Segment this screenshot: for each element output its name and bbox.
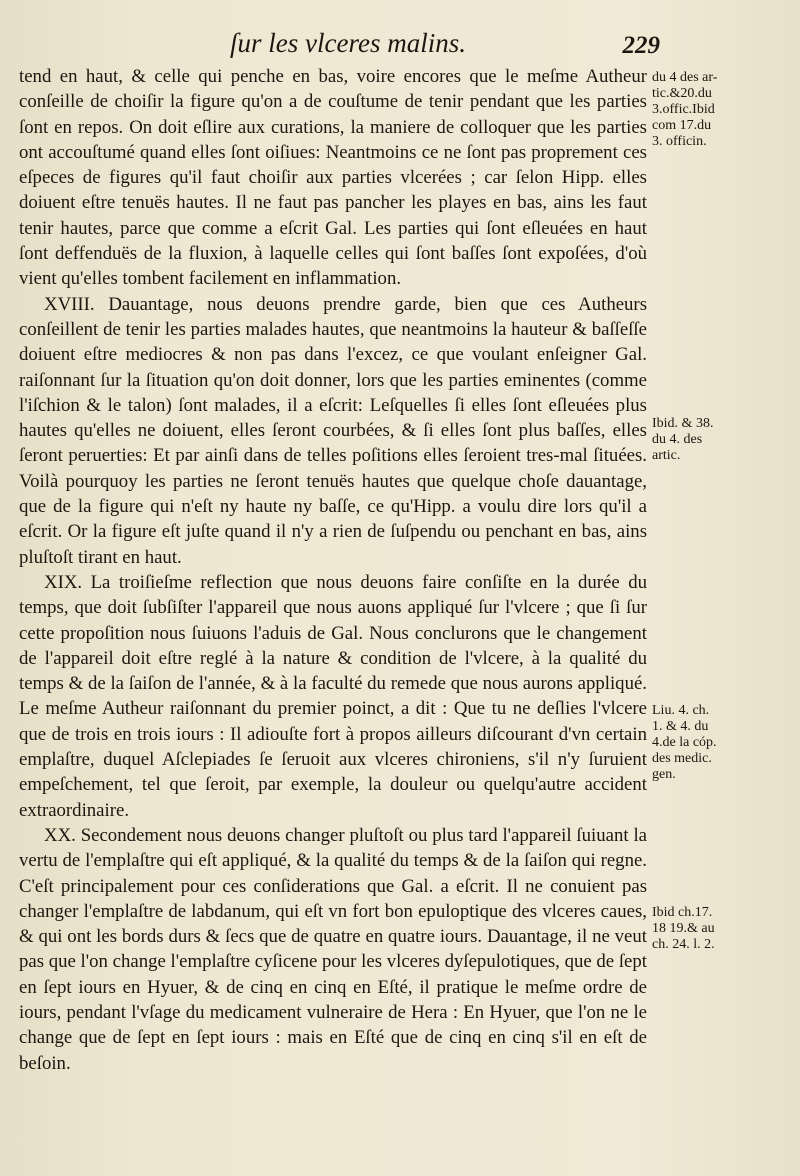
margin-note-line: du 4 des ar- <box>652 70 718 85</box>
paragraph-xix: XIX. La troiſieſme reflection que nous deuons faire conſiſte en la durée du temps, que doit ſubſiſter l'appareil que nous auons appliqué ſur l'vlcere ; que ſi ſur cette propoſition nous ſuiuons l'aduis de Gal. Nous conclurons que le changement de l'appareil doit eſtre reglé à la nature & condition de l'vlcere, à la qualité du temps & de la ſaiſon de l'année, & à la faculté du remede que nous aurons appliqué. Le meſme Autheur raiſonnant du premier poinct, a dit : Que tu ne deſlies l'vlcere que de trois en trois iours : Il adiouſte fort à propos ailleurs diſcourant d'vn certain emplaſtre, duquel Aſclepiades ſe ſeruoit aux vlceres chironiens, s'il n'y ſuruient empeſchement, tel que ſeroit, par exemple, la douleur ou quelqu'autre accident extraordinaire. <box>19 571 647 821</box>
paragraph-xviii: XVIII. Dauantage, nous deuons prendre garde, bien que ces Autheurs conſeillent de tenir les parties malades hautes, que neantmoins la hauteur & baſſeſſe doiuent eſtre mediocres & non pas dans l'excez, ce que voulant enſeigner Gal. raiſonnant ſur la ſituation qu'on doit donner, lors que les parties eminentes (comme l'iſchion & le talon) ſont malades, il a eſcrit: Leſquelles ſi elles ſont eſleuées plus hautes qu'elles ne doiuent, elles ſeront courbées, & ſi elles ſont plus baſſes, elles ſeront peruerties: Et par ainſi dans de telles poſitions elles ſeroient tres-mal ſituées. Voilà pourquoy les parties ne ſeront tenuës hautes que quelque choſe dauantage, que de la figure qui n'eſt ny haute ny baſſe, ce qu'Hipp. a voulu dire lors qu'il a eſcrit. Or la figure eſt juſte quand il n'y a rien de ſuſpendu ou penchant en bas, ains pluſtoſt tirant en haut. <box>19 293 647 568</box>
margin-note-line: des medic. <box>652 751 712 766</box>
margin-note-line: 3.offic.Ibid <box>652 102 715 117</box>
margin-note-line: Ibid ch.17. <box>652 905 713 920</box>
margin-note-1 <box>652 70 798 150</box>
margin-note-line: tic.&20.du <box>652 86 712 101</box>
margin-note-line: 3. officin. <box>652 134 707 149</box>
margin-note-line: Ibid. & 38. <box>652 416 714 431</box>
page-number: 229 <box>622 32 660 59</box>
margin-note-3 <box>652 703 798 783</box>
margin-note-line: 4.de la cóp. <box>652 735 717 750</box>
margin-note-line: artic. <box>652 448 681 463</box>
running-header <box>230 22 660 62</box>
margin-note-line: ch. 24. l. 2. <box>652 937 715 952</box>
main-text-block <box>19 64 647 1076</box>
margin-note-4 <box>652 905 798 953</box>
margin-note-line: du 4. des <box>652 432 703 447</box>
running-title: ſur les vlceres malins. <box>230 28 466 58</box>
paragraph-xx: XX. Secondement nous deuons changer pluſtoſt ou plus tard l'appareil ſuiuant la vertu de l'emplaſtre qui eſt appliqué, & la qualité du temps & de la ſaiſon qui regne. C'eſt principalement pour ces conſiderations que Gal. a eſcrit. Il ne conuient pas changer l'emplaſtre de labdanum, qui eſt vn fort bon epuloptique des vlceres caues, & qui ont les bords durs & ſecs que de quatre en quatre iours. Dauantage, il ne veut pas que l'on change l'emplaſtre cyſicene pour les vlceres dyſepulotiques, que de ſept en ſept iours en Hyuer, & de cinq en cinq en Eſté, il pratique le meſme ordre de iours, pendant l'vſage du medicament vulneraire de Hera : En Hyuer, que l'on ne le change que de ſept en ſept iours : mais en Eſté que de cinq en cinq s'il en eſt de beſoin. <box>19 824 647 1074</box>
margin-note-line: com 17.du <box>652 118 712 133</box>
paragraph-continued: tend en haut, & celle qui penche en bas, voire encores que le meſme Autheur conſeille de choiſir la figure qu'on a de couſtume de tenir pendant que les parties ſont en repos. On doit eſlire aux curations, la maniere de colloquer que les parties ont accouſtumé quand elles ſont oiſiues: Neantmoins ce ne ſont pas proprement ces eſpeces de figures qu'il faut choiſir aux parties vlcerées ; car ſelon Hipp. elles doiuent eſtre tenuës hautes. Il ne faut pas pancher les playes en bas, ains les faut tenir hautes, parce que comme a eſcrit Gal. Les parties qui ſont eſleuées en haut ſont deffenduës de la fluxion, à laquelle celles qui ſont baſſes ſont expoſées, d'où vient qu'elles tombent facilement en inflammation. <box>19 66 647 290</box>
margin-note-line: 1. & 4. du <box>652 719 709 734</box>
margin-note-line: gen. <box>652 767 676 782</box>
margin-note-line: 18 19.& au <box>652 921 715 936</box>
margin-note-2 <box>652 416 798 464</box>
margin-note-line: Liu. 4. ch. <box>652 703 710 718</box>
